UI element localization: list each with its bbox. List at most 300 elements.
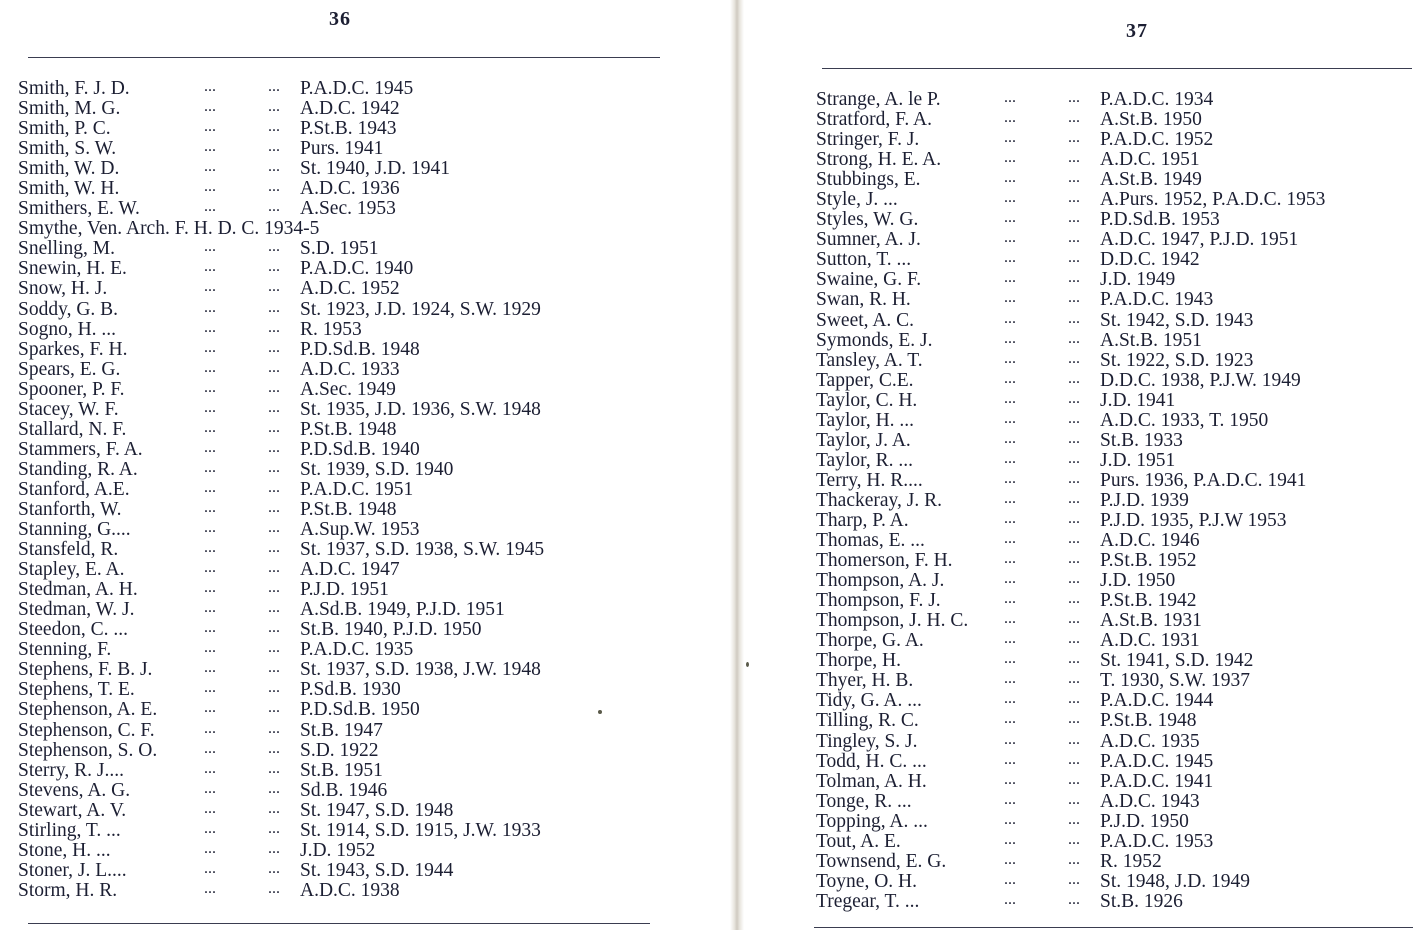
entry-name: Taylor, H. ... [816,409,915,431]
leader-dots: ... [1068,890,1080,908]
entry-award: P.A.D.C. 1941 [1100,770,1214,792]
leader-dots: ... [1068,369,1080,387]
entry-name: Sumner, A. J. [816,229,921,251]
leader-dots: ... [268,619,280,637]
entry-name: Thyer, H. B. [816,670,914,692]
leader-dots: ... [1068,730,1080,748]
entry-name: Stevens, A. G. [18,779,131,801]
entry-name: Stoner, J. L.... [18,859,127,881]
entry-name: Stedman, W. J. [18,599,135,621]
leader-dots: ... [204,599,216,617]
leader-dots: ... [1004,850,1016,868]
leader-dots: ... [1004,189,1016,207]
entry-name: Smith, W. D. [18,158,120,180]
leader-dots: ... [1004,710,1016,728]
entry-award: St. 1948, J.D. 1949 [1100,870,1251,892]
leader-dots: ... [204,278,216,296]
leader-dots: ... [204,138,216,156]
entry-name: Stacey, W. F. [18,398,119,420]
leader-dots: ... [268,599,280,617]
entry-name: Terry, H. R.... [816,469,923,491]
entry-name: Steedon, C. ... [18,619,128,641]
leader-dots: ... [1068,650,1080,668]
leader-dots: ... [1068,530,1080,548]
leader-dots: ... [1068,269,1080,287]
entry-name: Tansley, A. T. [816,349,923,371]
leader-dots: ... [268,258,280,276]
entry-award: P.St.B. 1948 [300,418,397,440]
leader-dots: ... [268,559,280,577]
entry-award: P.A.D.C. 1935 [300,639,414,661]
page-number: 36 [329,8,351,30]
entry-name: Topping, A. ... [816,810,928,832]
leader-dots: ... [204,819,216,837]
leader-dots: ... [1004,730,1016,748]
entry-award: P.J.D. 1939 [1100,489,1189,511]
entry-name: Tregear, T. ... [816,890,920,912]
entry-award: A.D.C. 1946 [1100,530,1200,552]
entry-award: P.D.Sd.B. 1940 [300,438,420,460]
entry-award: A.D.C. 1952 [300,278,400,300]
leader-dots: ... [204,78,216,95]
leader-dots: ... [1004,570,1016,588]
leader-dots: ... [204,318,216,336]
leader-dots: ... [1004,650,1016,668]
leader-dots: ... [1004,389,1016,407]
entry-name: Stansfeld, R. [18,539,119,561]
leader-dots: ... [1068,750,1080,768]
entry-award: St.B. 1947 [300,719,383,741]
leader-dots: ... [1004,149,1016,167]
leader-dots: ... [204,699,216,717]
entry-name: Soddy, G. B. [18,298,119,320]
leader-dots: ... [1004,530,1016,548]
entry-award: J.D. 1949 [1100,269,1176,291]
leader-dots: ... [204,759,216,777]
entry-name: Sweet, A. C. [816,309,915,331]
leader-dots: ... [204,559,216,577]
entry-award: J.D. 1951 [1100,449,1176,471]
leader-dots: ... [1004,309,1016,327]
entry-name: Stephens, F. B. J. [18,659,153,681]
leader-dots: ... [1068,489,1080,507]
entry-name: Smith, P. C. [18,118,111,140]
entry-award: St. 1935, J.D. 1936, S.W. 1948 [300,398,541,420]
entry-name: Symonds, E. J. [816,329,933,351]
entry-name: Todd, H. C. ... [816,750,927,772]
leader-dots: ... [268,859,280,877]
entry-name: Stewart, A. V. [18,799,127,821]
entry-award: St.B. 1940, P.J.D. 1950 [300,619,482,641]
leader-dots: ... [1068,129,1080,147]
entry-award: P.A.D.C. 1945 [300,78,414,99]
leader-dots: ... [268,799,280,817]
entry-award: D.D.C. 1942 [1100,249,1200,271]
entry-name: Thomas, E. ... [816,530,925,552]
leader-dots: ... [1068,209,1080,227]
leader-dots: ... [1068,449,1080,467]
leader-dots: ... [204,98,216,116]
leader-dots: ... [1068,790,1080,808]
page-number: 37 [1126,20,1148,42]
entry-name: Smith, F. J. D. [18,78,130,99]
leader-dots: ... [1068,710,1080,728]
entry-name: Thomerson, F. H. [816,550,953,572]
leader-dots: ... [1004,770,1016,788]
leader-dots: ... [1004,630,1016,648]
entry-award: P.J.D. 1935, P.J.W 1953 [1100,509,1287,531]
entry-award: St.B. 1933 [1100,429,1183,451]
leader-dots: ... [268,418,280,436]
entry-award: P.A.D.C. 1945 [1100,750,1214,772]
leader-dots: ... [1004,750,1016,768]
leader-dots: ... [204,619,216,637]
entry-award: A.Sec. 1949 [300,378,396,400]
entry-award: P.St.B. 1948 [300,498,397,520]
entry-name: Sparkes, F. H. [18,338,128,360]
entry-award: P.A.D.C. 1934 [1100,89,1214,110]
leader-dots: ... [204,298,216,316]
header-rule [822,68,1412,69]
leader-dots: ... [1004,209,1016,227]
entry-award: P.A.D.C. 1944 [1100,690,1214,712]
leader-dots: ... [1068,770,1080,788]
leader-dots: ... [204,478,216,496]
leader-dots: ... [204,639,216,657]
book-gutter [730,0,744,930]
leader-dots: ... [268,519,280,537]
leader-dots: ... [1068,870,1080,888]
leader-dots: ... [1068,249,1080,267]
print-speck [598,710,602,714]
entry-award: St. 1937, S.D. 1938, S.W. 1945 [300,539,545,561]
leader-dots: ... [204,378,216,396]
leader-dots: ... [268,378,280,396]
leader-dots: ... [204,739,216,757]
leader-dots: ... [1068,830,1080,848]
leader-dots: ... [268,478,280,496]
leader-dots: ... [268,298,280,316]
leader-dots: ... [1004,670,1016,688]
leader-dots: ... [1068,630,1080,648]
leader-dots: ... [204,679,216,697]
entry-award: P.A.D.C. 1953 [1100,830,1214,852]
leader-dots: ... [1004,449,1016,467]
leader-dots: ... [268,839,280,857]
entry-award: A.Sec. 1953 [300,198,396,220]
leader-dots: ... [1004,810,1016,828]
entry-award: P.Sd.B. 1930 [300,679,401,701]
leader-dots: ... [1004,590,1016,608]
leader-dots: ... [268,699,280,717]
leader-dots: ... [268,338,280,356]
entry-award: J.D. 1941 [1100,389,1176,411]
leader-dots: ... [268,78,280,95]
entry-award: A.D.C. 1931 [1100,630,1200,652]
entry-award: P.A.D.C. 1952 [1100,129,1214,151]
leader-dots: ... [1004,469,1016,487]
leader-dots: ... [204,659,216,677]
leader-dots: ... [1004,890,1016,908]
entry-award: A.St.B. 1951 [1100,329,1202,351]
leader-dots: ... [204,438,216,456]
entry-name: Sutton, T. ... [816,249,912,271]
leader-dots: ... [1068,149,1080,167]
leader-dots: ... [204,338,216,356]
entry-award: A.D.C. 1951 [1100,149,1200,171]
leader-dots: ... [1068,289,1080,307]
entry-award: Purs. 1936, P.A.D.C. 1941 [1100,469,1307,491]
leader-dots: ... [1068,189,1080,207]
leader-dots: ... [268,278,280,296]
entry-name: Thompson, F. J. [816,590,941,612]
leader-dots: ... [1068,409,1080,427]
entry-name: Strange, A. le P. [816,89,941,110]
leader-dots: ... [268,138,280,156]
leader-dots: ... [1004,610,1016,628]
leader-dots: ... [1068,109,1080,127]
entry-award: St. 1942, S.D. 1943 [1100,309,1254,331]
entry-award: St. 1937, S.D. 1938, J.W. 1948 [300,659,541,681]
leader-dots: ... [1004,329,1016,347]
entry-name: Style, J. ... [816,189,898,211]
leader-dots: ... [268,498,280,516]
leader-dots: ... [1068,169,1080,187]
leader-dots: ... [204,579,216,597]
entry-award: St.B. 1926 [1100,890,1183,912]
leader-dots: ... [204,258,216,276]
entry-name: Snewin, H. E. [18,258,127,280]
leader-dots: ... [1068,509,1080,527]
leader-dots: ... [1068,349,1080,367]
entry-award: P.D.Sd.B. 1948 [300,338,420,360]
leader-dots: ... [204,519,216,537]
leader-dots: ... [204,779,216,797]
entry-award: A.D.C. 1942 [300,98,400,120]
entry-award: A.D.C. 1947, P.J.D. 1951 [1100,229,1299,251]
entry-name: Stallard, N. F. [18,418,127,440]
leader-dots: ... [268,458,280,476]
entry-award: A.St.B. 1931 [1100,610,1202,632]
leader-dots: ... [1004,249,1016,267]
entry-name: Swaine, G. F. [816,269,922,291]
leader-dots: ... [268,539,280,557]
leader-dots: ... [1004,369,1016,387]
leader-dots: ... [204,719,216,737]
entry-award: P.D.Sd.B. 1950 [300,699,420,721]
entry-award: St. 1923, J.D. 1924, S.W. 1929 [300,298,541,320]
leader-dots: ... [1068,229,1080,247]
entry-award: S.D. 1922 [300,739,379,761]
leader-dots: ... [1068,850,1080,868]
entry-award: P.D.Sd.B. 1953 [1100,209,1220,231]
entry-award: T. 1930, S.W. 1937 [1100,670,1251,692]
entry-name: Stephenson, S. O. [18,739,158,761]
leader-dots: ... [1004,489,1016,507]
entry-award: P.A.D.C. 1940 [300,258,414,280]
leader-dots: ... [204,398,216,416]
entry-name: Taylor, J. A. [816,429,911,451]
entry-award: A.St.B. 1950 [1100,109,1202,131]
entry-award: A.D.C. 1933 [300,358,400,380]
entry-name: Thorpe, H. [816,650,902,672]
leader-dots: ... [1004,269,1016,287]
leader-dots: ... [268,659,280,677]
entry-name: Tharp, P. A. [816,509,909,531]
entry-name: Stephenson, C. F. [18,719,155,741]
entry-award: St. 1922, S.D. 1923 [1100,349,1254,371]
entry-award: R. 1952 [1100,850,1162,872]
entry-name: Stedman, A. H. [18,579,138,601]
footer-rule [28,923,650,924]
leader-dots: ... [268,398,280,416]
leader-dots: ... [268,438,280,456]
leader-dots: ... [1068,389,1080,407]
entry-name: Thompson, J. H. C. [816,610,969,632]
leader-dots: ... [1068,550,1080,568]
entry-name: Stenning, F. [18,639,112,661]
entry-award: P.St.B. 1943 [300,118,397,140]
entry-award: A.D.C. 1938 [300,879,400,901]
leader-dots: ... [268,318,280,336]
leader-dots: ... [1068,670,1080,688]
entry-name: Tout, A. E. [816,830,901,852]
leader-dots: ... [204,859,216,877]
entry-name: Stammers, F. A. [18,438,143,460]
leader-dots: ... [1004,690,1016,708]
leader-dots: ... [268,238,280,256]
leader-dots: ... [204,238,216,256]
entry-name: Smith, M. G. [18,98,121,120]
entry-award: R. 1953 [300,318,362,340]
entry-name: Stanforth, W. [18,498,122,520]
leader-dots: ... [1068,810,1080,828]
entry-award: P.J.D. 1950 [1100,810,1189,832]
header-rule [28,57,660,58]
entry-name: Stephenson, A. E. [18,699,158,721]
leader-dots: ... [1004,229,1016,247]
entry-award: St. 1914, S.D. 1915, J.W. 1933 [300,819,541,841]
entry-name: Tilling, R. C. [816,710,919,732]
entry-award: S.D. 1951 [300,238,379,260]
entry-award: A.D.C. 1947 [300,559,400,581]
entry-award: A.Sd.B. 1949, P.J.D. 1951 [300,599,505,621]
entry-name: Stanning, G.... [18,519,131,541]
entry-name: Spears, E. G. [18,358,121,380]
leader-dots: ... [1068,89,1080,106]
entry-name: Stringer, F. J. [816,129,920,151]
entry-name: Smith, W. H. [18,178,120,200]
entry-award: P.J.D. 1951 [300,579,389,601]
entry-award: St. 1939, S.D. 1940 [300,458,454,480]
entry-name: Strong, H. E. A. [816,149,942,171]
leader-dots: ... [1004,129,1016,147]
entry-award: St.B. 1951 [300,759,383,781]
entry-award: Sd.B. 1946 [300,779,388,801]
entry-name: Stephens, T. E. [18,679,135,701]
leader-dots: ... [204,458,216,476]
entry-award: P.A.D.C. 1951 [300,478,414,500]
entry-name: Taylor, C. H. [816,389,918,411]
entry-award: A.Purs. 1952, P.A.D.C. 1953 [1100,189,1326,211]
entry-name: Taylor, R. ... [816,449,913,471]
leader-dots: ... [204,358,216,376]
leader-dots: ... [1068,570,1080,588]
entry-award: Purs. 1941 [300,138,384,160]
leader-dots: ... [1068,610,1080,628]
entry-award: A.St.B. 1949 [1100,169,1202,191]
entry-award: J.D. 1950 [1100,570,1176,592]
entry-award: P.St.B. 1952 [1100,550,1197,572]
entry-award: St. 1941, S.D. 1942 [1100,650,1254,672]
leader-dots: ... [204,799,216,817]
leader-dots: ... [268,98,280,116]
leader-dots: ... [204,418,216,436]
entry-name: Stanford, A.E. [18,478,130,500]
leader-dots: ... [1004,870,1016,888]
page-right [744,0,1413,930]
entry-name: Smythe, Ven. Arch. F. H. D. C. 1934-5 [18,218,320,240]
footer-rule [814,927,1413,928]
entry-name: Sogno, H. ... [18,318,117,340]
entry-name: Snow, H. J. [18,278,108,300]
leader-dots: ... [268,178,280,196]
leader-dots: ... [268,158,280,176]
leader-dots: ... [1004,349,1016,367]
entry-name: Stubbings, E. [816,169,921,191]
leader-dots: ... [268,679,280,697]
leader-dots: ... [268,719,280,737]
print-speck [746,662,749,667]
leader-dots: ... [268,739,280,757]
entry-name: Standing, R. A. [18,458,138,480]
entry-name: Tolman, A. H. [816,770,927,792]
leader-dots: ... [204,539,216,557]
entry-name: Tidy, G. A. ... [816,690,922,712]
entry-name: Thompson, A. J. [816,570,945,592]
leader-dots: ... [1068,309,1080,327]
leader-dots: ... [204,198,216,216]
leader-dots: ... [1004,109,1016,127]
leader-dots: ... [268,358,280,376]
leader-dots: ... [268,879,280,897]
entry-name: Swan, R. H. [816,289,911,311]
leader-dots: ... [1068,429,1080,447]
leader-dots: ... [204,879,216,897]
leader-dots: ... [1004,830,1016,848]
entry-award: P.St.B. 1948 [1100,710,1197,732]
leader-dots: ... [204,839,216,857]
entry-name: Thorpe, G. A. [816,630,924,652]
leader-dots: ... [1004,169,1016,187]
entry-name: Sterry, R. J.... [18,759,124,781]
entry-name: Stapley, E. A. [18,559,125,581]
entry-name: Thackeray, J. R. [816,489,942,511]
entry-award: A.D.C. 1935 [1100,730,1200,752]
leader-dots: ... [204,118,216,136]
entry-award: P.A.D.C. 1943 [1100,289,1214,311]
entry-name: Smith, S. W. [18,138,117,160]
entry-award: P.St.B. 1942 [1100,590,1197,612]
leader-dots: ... [1004,429,1016,447]
leader-dots: ... [268,579,280,597]
entry-award: St. 1943, S.D. 1944 [300,859,454,881]
entry-award: A.D.C. 1943 [1100,790,1200,812]
leader-dots: ... [268,779,280,797]
leader-dots: ... [1004,790,1016,808]
entry-name: Storm, H. R. [18,879,118,901]
entry-name: Stratford, F. A. [816,109,932,131]
